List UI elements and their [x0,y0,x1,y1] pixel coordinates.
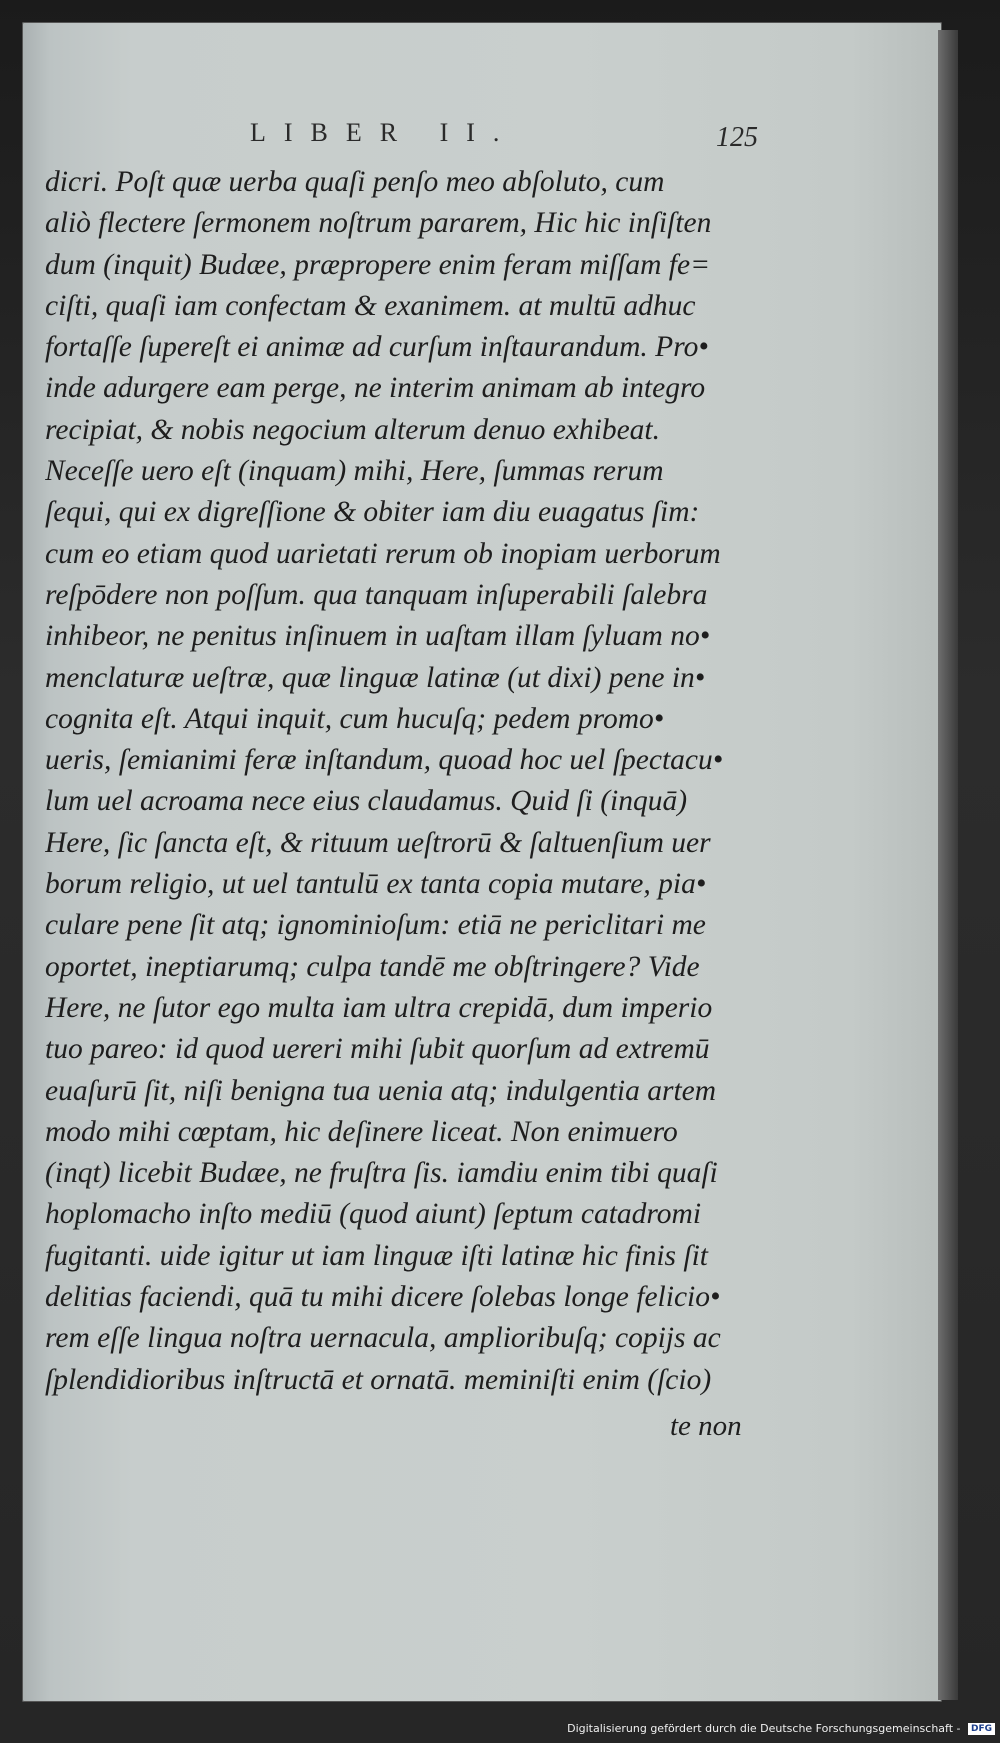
text-line: aliò flectere ſermonem noſtrum pararem, Hic hic inſiſten [45,207,712,240]
text-line: dicri. Poſt quæ uerba quaſi penſo meo abſoluto, cum [45,166,665,198]
catchword: te non [670,1410,742,1442]
page-text [45,162,765,1401]
text-line: delitias faciendi, quā tu mihi dicere ſolebas longe felicio• [45,1281,721,1314]
text-line: tuo pareo: id quod uereri mihi ſubit quorſum ad extremū [45,1033,710,1066]
text-line: inde adurgere eam perge, ne interim animam ab integro [45,372,706,405]
text-line: ſplendidioribus inſtructā et ornatā. meminiſti enim (ſcio) [45,1363,712,1396]
text-line: reſpōdere non poſſum. qua tanquam inſuperabili ſalebra [45,578,708,611]
digitization-credit [555,1722,995,1735]
text-line: menclaturæ ueſtræ, quæ linguæ latinæ (ut dixi) pene in• [45,661,706,694]
text-line: inhibeor, ne penitus inſinuem in uaſtam illam ſyluam no• [45,620,711,653]
text-line: ciſti, quaſi iam confectam & exanimem. at multū adhuc [45,289,696,322]
text-line: cum eo etiam quod uarietati rerum ob inopiam uerborum [45,537,721,570]
text-line: culare pene ſit atq; ignominioſum: etiā ne periclitari me [45,909,706,942]
text-line: modo mihi cœptam, hic deſinere liceat. Non enimuero [45,1115,678,1148]
text-line: fugitanti. uide igitur ut iam linguæ iſti latinæ hic finis ſit [45,1239,708,1272]
text-line: borum religio, ut uel tantulū ex tanta copia mutare, pia• [45,868,707,901]
text-line: Here, ſic ſancta eſt, & rituum ueſtrorū & ſaltuenſium uer [45,826,711,859]
text-line: (inqt) licebit Budæe, ne fruſtra ſis. iamdiu enim tibi quaſi [45,1157,718,1190]
text-line: lum uel acroama nece eius claudamus. Quid ſi (inquā) [45,785,688,818]
folio-number: 125 [716,122,758,153]
text-line: oportet, ineptiarumq; culpa tandē me obſtringere? Vide [45,950,700,983]
text-line: euaſurū ſit, niſi benigna tua uenia atq; indulgentia artem [45,1074,717,1107]
text-line: rem eſſe lingua noſtra uernacula, amplioribuſq; copijs ac [45,1322,721,1355]
text-line: fortaſſe ſupereſt ei animæ ad curſum inſtaurandum. Pro• [45,331,709,364]
text-line: Neceſſe uero eſt (inquam) mihi, Here, ſummas rerum [45,455,664,488]
text-line: hoplomacho inſto mediū (quod aiunt) ſeptum catadromi [45,1198,702,1231]
text-line: Here, ne ſutor ego multa iam ultra crepidā, dum imperio [45,991,713,1024]
text-line: dum (inquit) Budæe, præpropere enim feram miſſam fe= [45,248,711,281]
page-edge [938,30,958,1700]
text-line: cognita eſt. Atqui inquit, cum hucuſq; pedem promo• [45,702,665,735]
text-line: ueris, ſemianimi feræ inſtandum, quoad hoc uel ſpectacu• [45,744,724,777]
text-line: ſequi, qui ex digreſſione & obiter iam diu euagatus ſim: [45,496,700,529]
text-line: recipiat, & nobis negocium alterum denuo exhibeat. [45,413,661,446]
credit-text: Digitalisierung gefördert durch die Deutsche Forschungsgemeinschaft - [567,1722,961,1735]
running-head: LIBER II. [250,118,518,147]
dfg-logo: DFG [968,1723,995,1735]
